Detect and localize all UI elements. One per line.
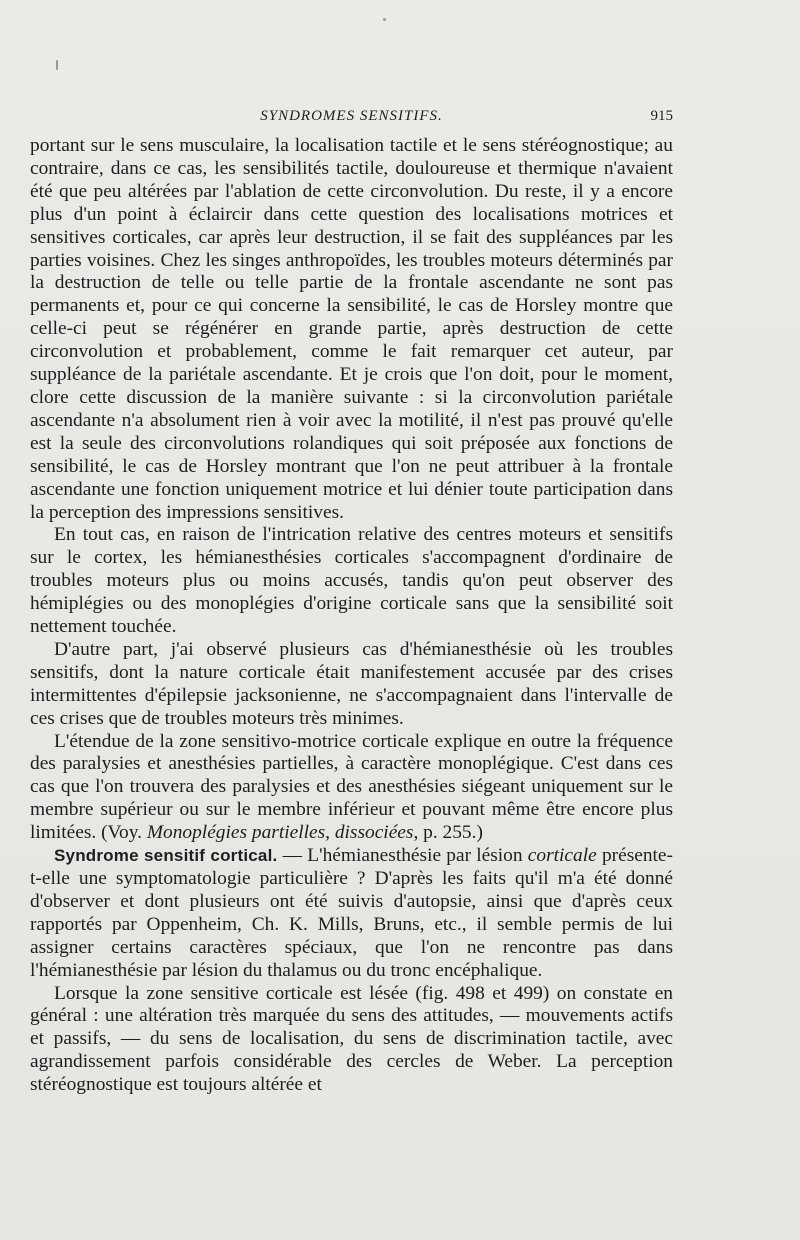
paragraph-text: L'étendue de la zone sensitivo-motrice corticale explique en outre la fréquence des paralysies et anesthésies partielles, à caractère monoplégique. C'est dans ces cas que l'on trouvera des paralysies et des anesthésies siégeant uniquement sur le membre supérieur ou sur le membre inférieur et pouvant même être encore plus limitées. (Voy.	[30, 730, 673, 844]
body-text	[30, 135, 673, 1097]
page-header	[30, 108, 673, 130]
paragraph	[30, 731, 673, 846]
page-number: 915	[650, 108, 673, 124]
paragraph: Lorsque la zone sensitive corticale est lésée (fig. 498 et 499) on constate en général : une altération très marquée du sens des attitudes, — mouvements actifs et passifs, — du sens de localisation, du sens de discrimination tactile, avec agrandissement parfois considérable des cercles de Weber. La perception stéréognostique est toujours altérée et	[30, 982, 673, 1096]
paragraph: portant sur le sens musculaire, la localisation tactile et le sens stéréognostique; au contraire, dans ce cas, les sensibilités tactile, douloureuse et thermique n'avaient été que peu altérées par l'ablation de cette circonvolution. Du reste, il y a encore plus d'un point à éclaircir dans cette question des localisations motrices et sensitives corticales, car après leur destruction, il se fait des suppléances par les parties voisines. Chez les singes anthropoïdes, les troubles moteurs déterminés par la destruction de telle ou telle partie de la frontale ascendante ne sont pas permanents et, pour ce qui concerne la sensibilité, le cas de Horsley montre que celle-ci peut se régénérer en grande partie, après destruction de cette circonvolution et probablement, comme le fait remarquer cet auteur, par suppléance de la pariétale ascendante. Et je crois que l'on doit, pour le moment, clore cette discussion de la manière suivante : si la circonvolution pariétale ascendante n'a absolument rien à voir avec la motilité, il n'est pas prouvé qu'elle est la seule des circonvolutions rolandiques qui soit préposée aux fonctions de sensibilité, le cas de Horsley montrant que l'on ne peut attribuer à la frontale ascendante une fonction uniquement motrice et lui dénier toute participation dans la perception des impressions sensitives.	[30, 135, 673, 523]
paragraph	[30, 845, 673, 982]
paragraph: D'autre part, j'ai observé plusieurs cas d'hémianesthésie où les troubles sensitifs, dont la nature corticale était manifestement accusée par des crises intermittentes d'épilepsie jacksonienne, ne s'accompagnaient dans l'intervalle de ces crises que de troubles moteurs très minimes.	[30, 638, 673, 729]
cross-reference: Monoplégies partielles, dissociées	[146, 822, 414, 844]
paper-speck	[56, 60, 58, 70]
running-head: SYNDROMES SENSITIFS.	[260, 108, 443, 124]
paragraph-text: présente-t-elle une symptomatologie particulière ? D'après les faits qu'il m'a été donné d'observer et dont plusieurs ont été suivis d'autopsie, ainsi que d'après ceux rapportés par Oppenheim, Ch. K. Mills, Bruns, etc., il semble permis de lui assigner certains caractères spéciaux, que l'on ne rencontre pas dans l'hémianesthésie par lésion du thalamus ou du tronc encéphalique.	[30, 845, 673, 981]
paper-speck	[383, 18, 386, 21]
paragraph-text: — L'hémianesthésie par lésion	[277, 845, 528, 867]
paragraph-text: , p. 255.)	[413, 822, 483, 844]
paragraph: En tout cas, en raison de l'intrication relative des centres moteurs et sensitifs sur le cortex, les hémianesthésies corticales s'accompagnent d'ordinaire de troubles moteurs plus ou moins accusés, tandis qu'on peut observer des hémiplégies ou des monoplégies d'origine corticale sans que la sensibilité soit nettement touchée.	[30, 524, 673, 638]
emphasis: corticale	[527, 845, 597, 867]
section-subheading: Syndrome sensitif cortical.	[54, 846, 278, 866]
